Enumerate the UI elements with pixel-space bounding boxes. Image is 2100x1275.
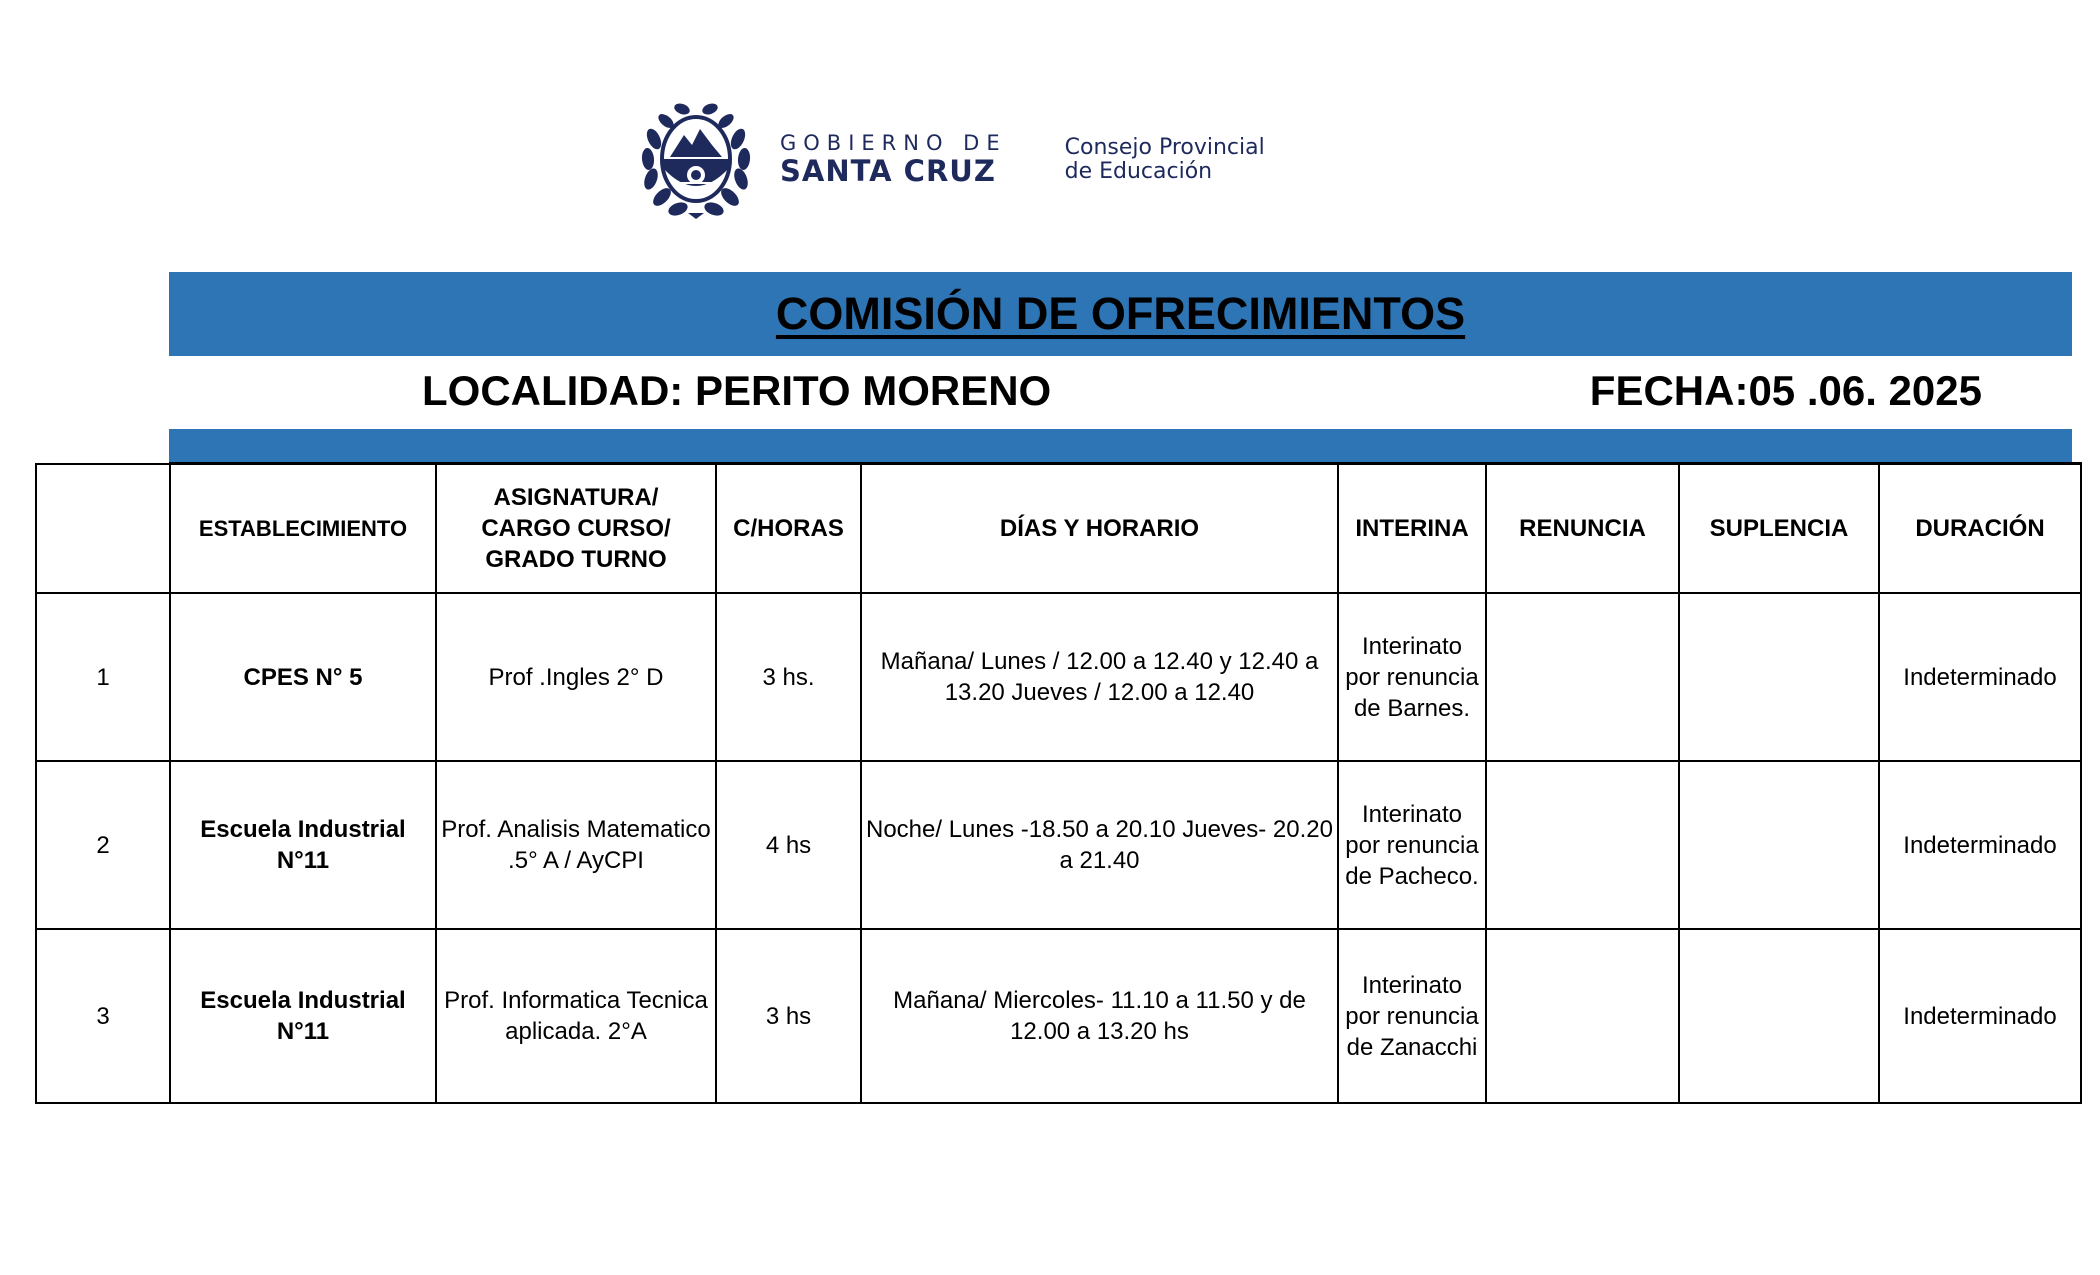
- row-establishment-line-2: N°11: [276, 1018, 330, 1045]
- header-subject-line-1: ASIGNATURA/: [493, 484, 659, 511]
- row-hours: 3 hs.: [716, 593, 861, 761]
- row-resignation: [1486, 761, 1679, 929]
- header-substitute: SUPLENCIA: [1679, 464, 1879, 594]
- header-subject-line-3: GRADO TURNO: [485, 546, 667, 573]
- divider-banner: [169, 429, 2072, 462]
- row-substitute: [1679, 593, 1879, 761]
- header-establishment: ESTABLECIMIENTO: [170, 464, 436, 594]
- council-line-2: de Educación: [1064, 158, 1213, 184]
- row-hours: 3 hs: [716, 929, 861, 1103]
- row-schedule: Noche/ Lunes -18.50 a 20.10 Jueves- 20.20 a 21.40: [861, 761, 1338, 929]
- province-name: SANTA CRUZ: [780, 154, 996, 188]
- row-subject: Prof .Ingles 2° D: [436, 593, 716, 761]
- table-row: [36, 929, 2081, 1103]
- institution-header: [640, 97, 1265, 222]
- header-interim: INTERINA: [1338, 464, 1486, 594]
- header-resignation: RENUNCIA: [1486, 464, 1679, 594]
- row-interim: Interinato por renuncia de Barnes.: [1338, 593, 1486, 761]
- row-establishment-line-1: CPES N° 5: [243, 663, 363, 691]
- row-interim: Interinato por renuncia de Zanacchi: [1338, 929, 1486, 1103]
- row-duration: Indeterminado: [1879, 593, 2081, 761]
- row-resignation: [1486, 593, 1679, 761]
- provincial-seal-icon: [640, 99, 752, 221]
- row-hours: 4 hs: [716, 761, 861, 929]
- row-index: 2: [36, 761, 170, 929]
- row-establishment: [170, 929, 436, 1103]
- row-resignation: [1486, 929, 1679, 1103]
- page-title: COMISIÓN DE OFRECIMIENTOS: [775, 288, 1466, 339]
- row-schedule: Mañana/ Miercoles- 11.10 a 11.50 y de 12.00 a 13.20 hs: [861, 929, 1338, 1103]
- row-interim: Interinato por renuncia de Pacheco.: [1338, 761, 1486, 929]
- council-name: [1065, 136, 1265, 184]
- header-duration: DURACIÓN: [1879, 464, 2081, 594]
- date-label: FECHA:05 .06. 2025: [1589, 367, 1982, 414]
- row-subject: Prof. Informatica Tecnica aplicada. 2°A: [436, 929, 716, 1103]
- header-subject: [436, 464, 716, 594]
- table-row: [36, 761, 2081, 929]
- row-index: 1: [36, 593, 170, 761]
- council-line-1: Consejo Provincial: [1064, 134, 1265, 160]
- header-schedule: DÍAS Y HORARIO: [861, 464, 1338, 594]
- row-establishment-line-1: Escuela Industrial: [200, 987, 406, 1014]
- header-index: [36, 464, 170, 594]
- government-name: [780, 131, 1007, 188]
- row-schedule: Mañana/ Lunes / 12.00 a 12.40 y 12.40 a 13.20 Jueves / 12.00 a 12.40: [861, 593, 1338, 761]
- government-label: GOBIERNO DE: [780, 131, 1007, 155]
- title-banner: [169, 272, 2072, 356]
- row-establishment-line-1: Escuela Industrial: [200, 816, 406, 843]
- locality-label: LOCALIDAD: PERITO MORENO: [422, 367, 1052, 414]
- header-subject-line-2: CARGO CURSO/: [481, 515, 671, 542]
- offers-table: [35, 462, 2082, 1104]
- row-substitute: [1679, 929, 1879, 1103]
- table-header-row: [36, 464, 2081, 594]
- header-hours: C/HORAS: [716, 464, 861, 594]
- table-row: [36, 593, 2081, 761]
- row-substitute: [1679, 761, 1879, 929]
- row-duration: Indeterminado: [1879, 929, 2081, 1103]
- row-subject: Prof. Analisis Matematico .5° A / AyCPI: [436, 761, 716, 929]
- row-duration: Indeterminado: [1879, 761, 2081, 929]
- row-establishment-line-2: N°11: [276, 847, 330, 874]
- row-index: 3: [36, 929, 170, 1103]
- row-establishment: [170, 761, 436, 929]
- row-establishment: [170, 593, 436, 761]
